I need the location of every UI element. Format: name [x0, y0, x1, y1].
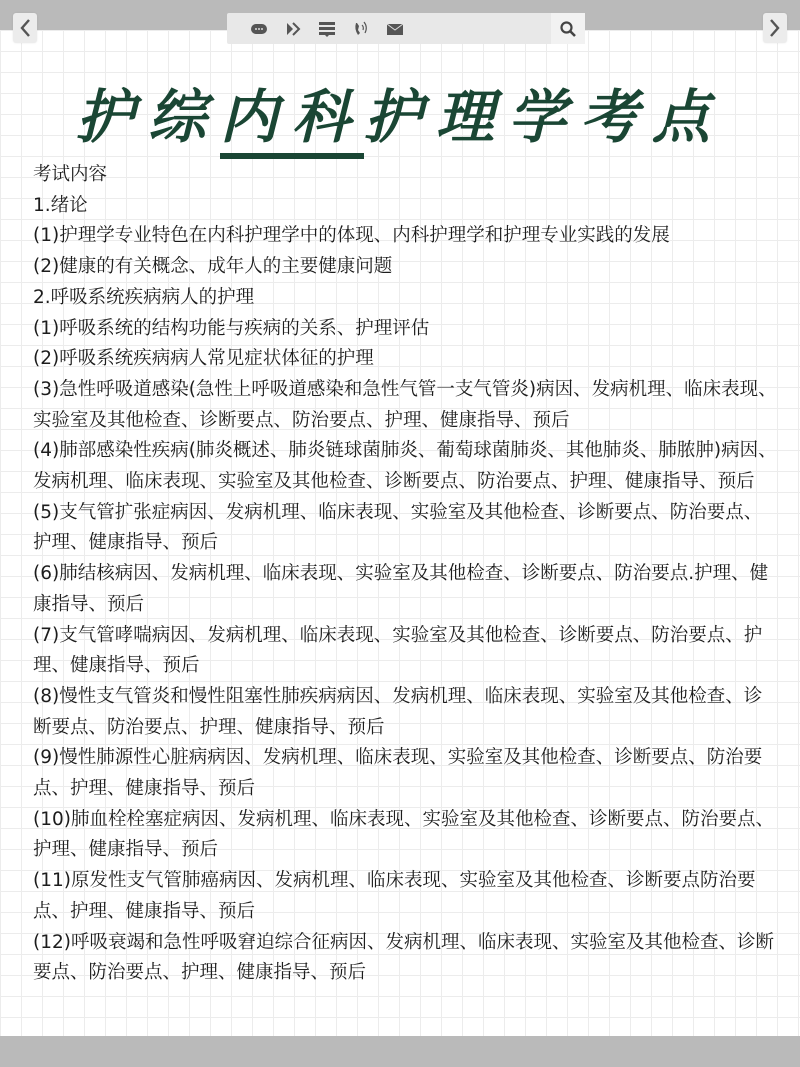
chat-bubble-icon[interactable] — [249, 21, 269, 37]
list-item: (7)支气管哮喘病因、发病机理、临床表现、实验室及其他检查、诊断要点、防治要点、护理、健康指导、预后 — [33, 624, 763, 677]
chevron-left-icon — [19, 18, 31, 38]
comment-icon[interactable] — [317, 21, 337, 37]
list-item: (11)原发性支气管肺癌病因、发病机理、临床表现、实验室及其他检查、诊断要点防治要点、护理、健康指导、预后 — [33, 870, 756, 922]
list-item: (5)支气管扩张症病因、发病机理、临床表现、实验室及其他检查、诊断要点、防治要点、护理、健康指导、预后 — [33, 501, 763, 554]
previous-page-button[interactable] — [13, 13, 37, 43]
list-item: (1)呼吸系统的结构功能与疾病的关系、护理评估 — [33, 317, 430, 339]
list-item: (8)慢性支气管炎和慢性阻塞性肺疾病病因、发病机理、临床表现、实验室及其他检查、诊断要点、防治要点、护理、健康指导、预后 — [33, 685, 763, 738]
next-page-button[interactable] — [763, 13, 787, 43]
list-item: (3)急性呼吸道感染(急性上呼吸道感染和急性气管一支气管炎)病因、发病机理、临床表现、实验室及其他检查、诊断要点、防治要点、护理、健康指导、预后 — [33, 378, 777, 431]
chevron-right-icon — [769, 18, 781, 38]
phone-icon[interactable] — [351, 21, 371, 37]
share-toolbar — [227, 13, 585, 44]
title-suffix: 护理学考点 — [364, 83, 725, 151]
list-item: (2)健康的有关概念、成年人的主要健康问题 — [33, 256, 393, 278]
list-item: (1)护理学专业特色在内科护理学中的体现、内科护理学和护理专业实践的发展 — [33, 225, 670, 247]
search-button[interactable] — [551, 13, 585, 44]
section-heading: 考试内容 — [33, 164, 108, 185]
list-item: (12)呼吸衰竭和急性呼吸窘迫综合征病因、发病机理、临床表现、实验室及其他检查、诊断要点、防治要点、护理、健康指导、预后 — [33, 931, 774, 984]
title-underlined: 内科 — [220, 83, 364, 159]
forward-icon[interactable] — [283, 21, 303, 37]
chapter-heading: 1.绪论 — [33, 194, 88, 216]
search-icon — [559, 20, 577, 38]
list-item: (6)肺结核病因、发病机理、临床表现、实验室及其他检查、诊断要点、防治要点.护理、健康指导、预后 — [33, 563, 769, 615]
list-item: (4)肺部感染性疾病(肺炎概述、肺炎链球菌肺炎、葡萄球菌肺炎、其他肺炎、肺脓肿)病因、发病机理、临床表现、实验室及其他检查、诊断要点、防治要点、护理、健康指导、预后 — [33, 440, 777, 493]
title-prefix: 护综 — [75, 83, 220, 151]
page-title — [0, 70, 800, 154]
list-item: (2)呼吸系统疾病病人常见症状体征的护理 — [33, 348, 374, 370]
chapter-heading: 2.呼吸系统疾病病人的护理 — [33, 286, 255, 308]
mail-icon[interactable] — [385, 21, 405, 37]
list-item: (9)慢性肺源性心脏病病因、发病机理、临床表现、实验室及其他检查、诊断要点、防治要点、护理、健康指导、预后 — [33, 747, 763, 800]
list-item: (10)肺血栓栓塞症病因、发病机理、临床表现、实验室及其他检查、诊断要点、防治要点、护理、健康指导、预后 — [33, 808, 774, 861]
document-body — [33, 160, 778, 989]
